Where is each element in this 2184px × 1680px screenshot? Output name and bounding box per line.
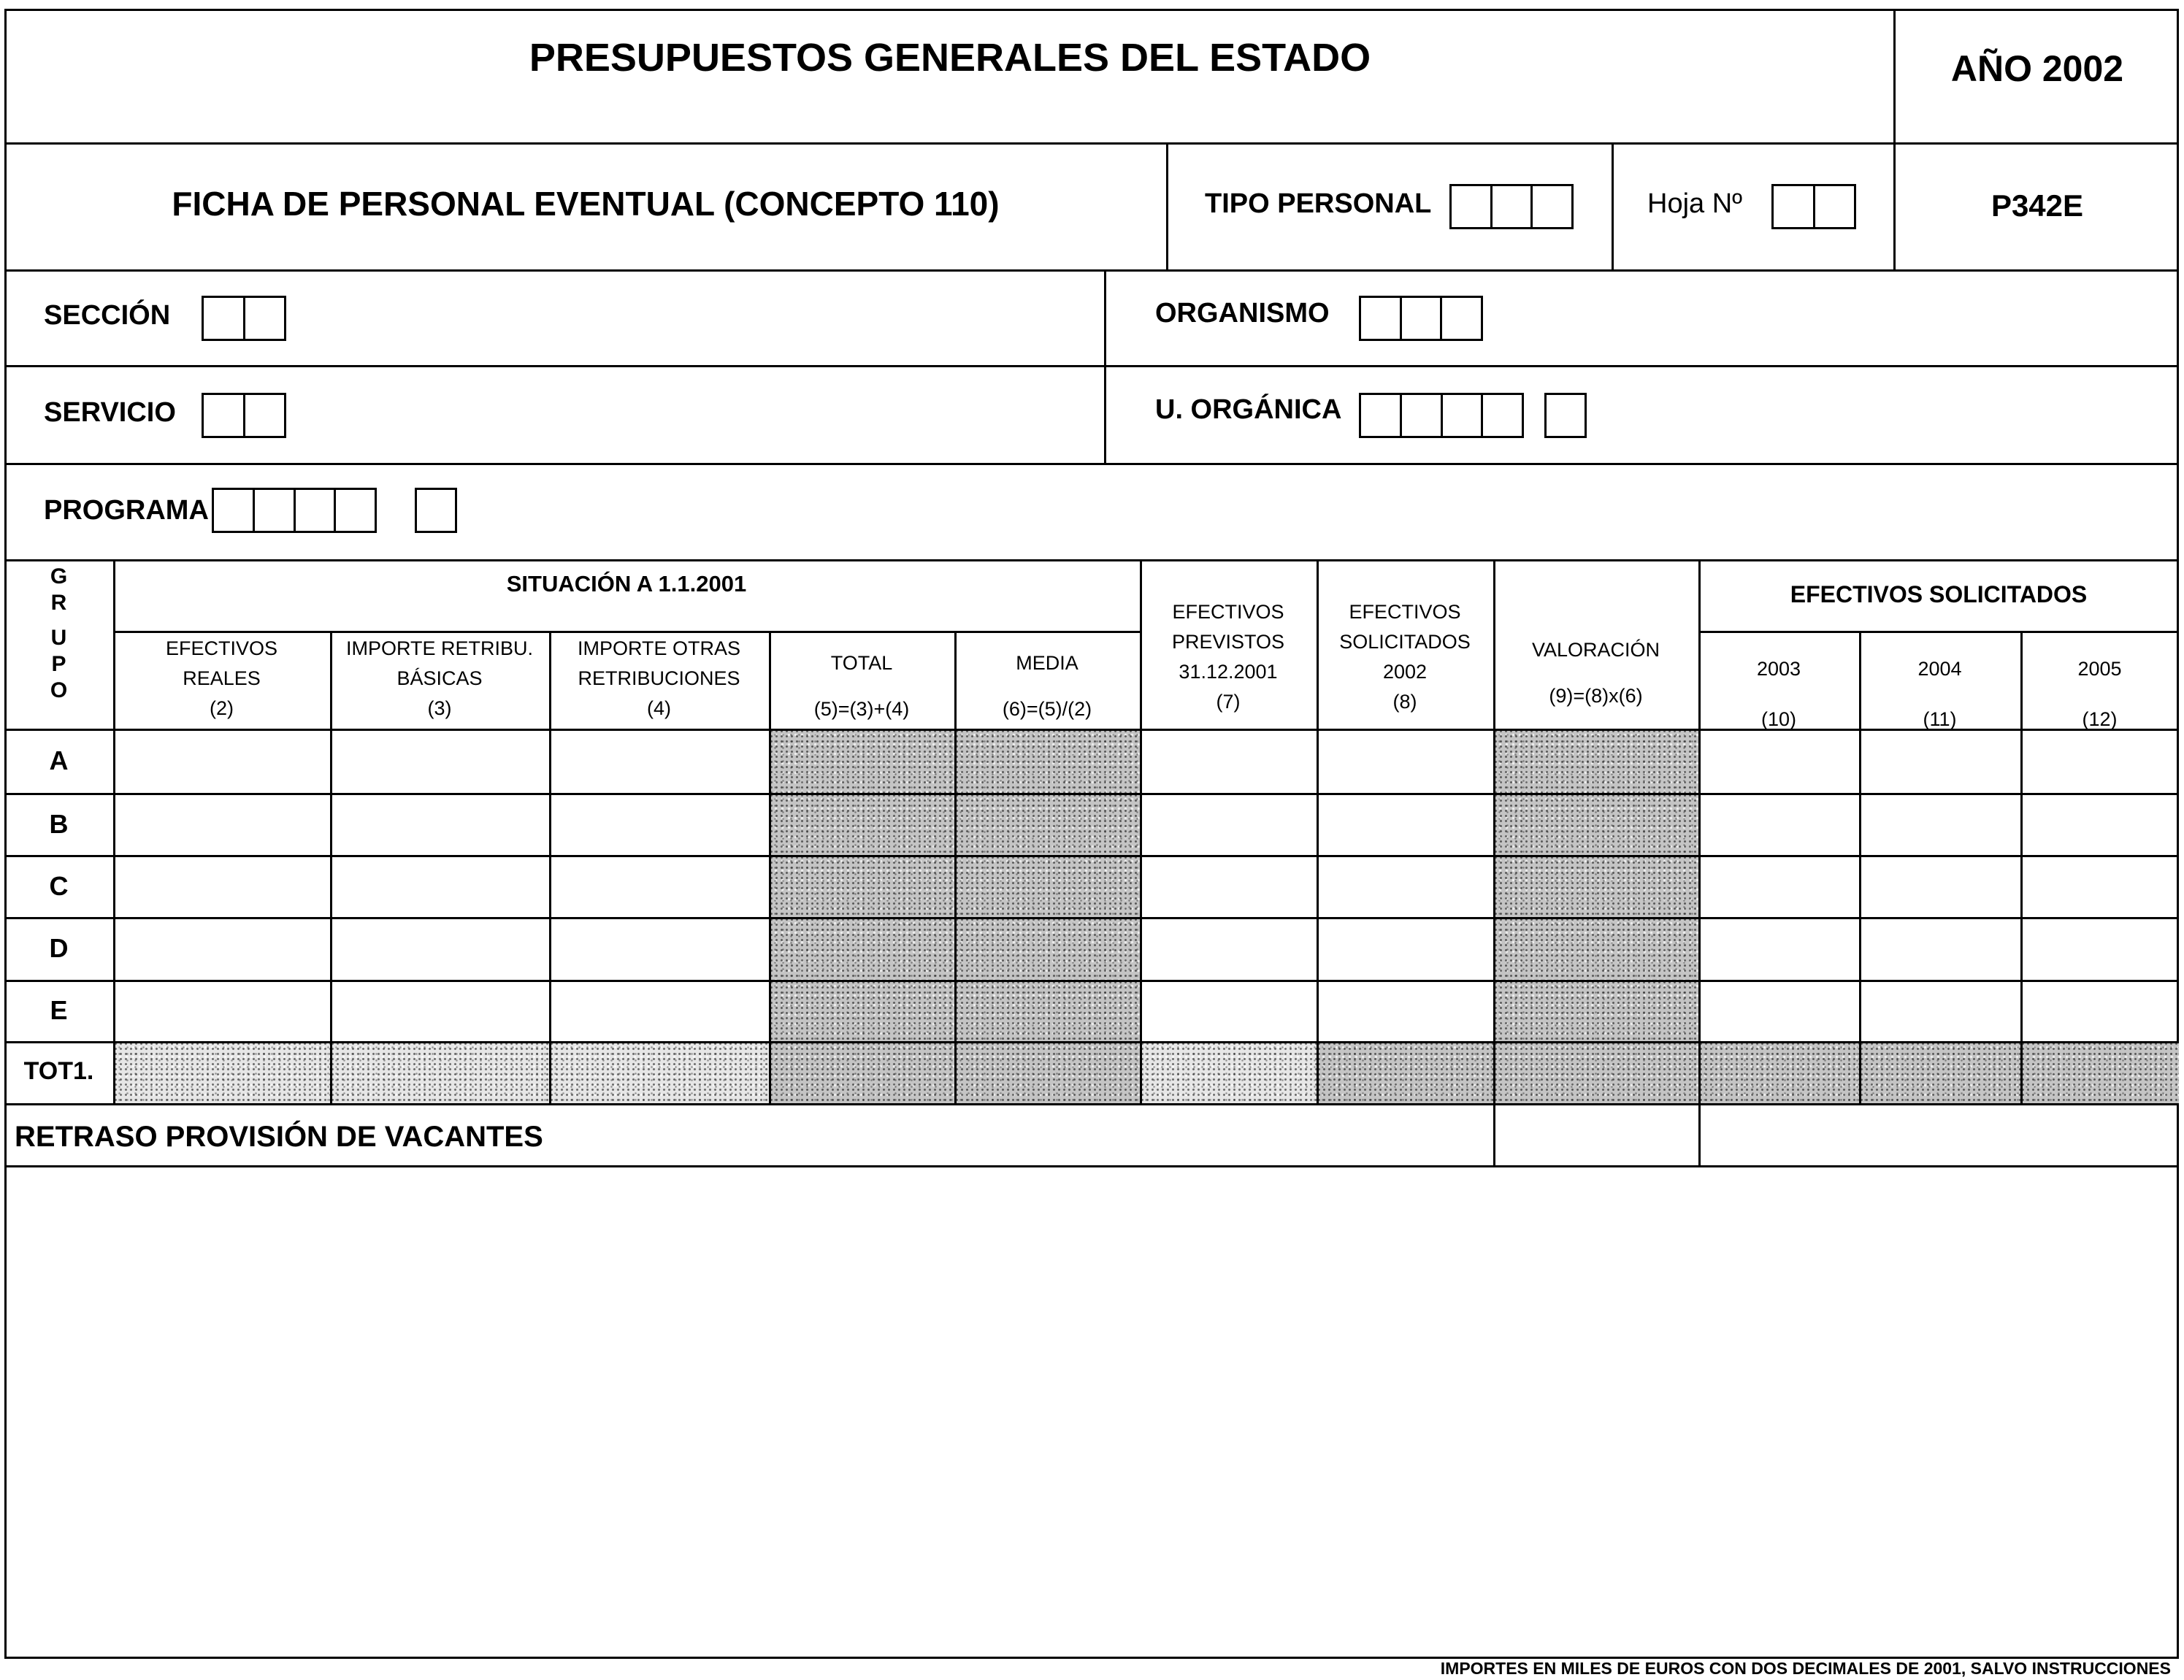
total-row-label: TOT1. [23, 1057, 94, 1085]
table-cell-input[interactable] [1142, 731, 1317, 793]
table-cell-input[interactable] [551, 795, 769, 855]
grupo-header [4, 564, 113, 704]
table-cell-input[interactable] [332, 919, 549, 980]
servicio-boxes[interactable] [202, 393, 286, 438]
table-cell-input[interactable] [2023, 982, 2179, 1041]
row-label: A [49, 745, 69, 775]
table-cell-input[interactable] [1142, 919, 1317, 980]
column-header [1140, 597, 1317, 717]
table-cell-input[interactable] [2023, 919, 2179, 980]
column-header [1859, 654, 2020, 734]
table-cell-input[interactable] [1701, 982, 1859, 1041]
column-header [549, 634, 769, 724]
divider [4, 559, 2179, 561]
column-header-line: 2002 [1382, 661, 1428, 683]
column-header-line: SOLICITADOS [1339, 631, 1471, 653]
programa-check-box[interactable] [415, 488, 457, 533]
table-cell-input[interactable] [551, 731, 769, 793]
hoja-label: Hoja Nº [1647, 188, 1743, 219]
table-cell-input[interactable] [1319, 919, 1493, 980]
column-header [2020, 654, 2179, 734]
shaded-cell [1493, 917, 1698, 980]
grupo-letter: O [50, 678, 68, 702]
table-cell-input[interactable] [2023, 795, 2179, 855]
retraso-label: RETRASO PROVISIÓN DE VACANTES [15, 1121, 543, 1153]
shaded-cell [769, 793, 954, 855]
column-header-line: (9)=(8)x(6) [1549, 685, 1643, 707]
grupo-letter: U [50, 626, 67, 650]
column-header-line: 2003 [1756, 658, 1801, 680]
table-cell-input[interactable] [1319, 982, 1493, 1041]
u-organica-check-box[interactable] [1544, 393, 1587, 438]
row-label: D [49, 933, 69, 963]
efectivos-solicitados-header: EFECTIVOS SOLICITADOS [1790, 581, 2088, 607]
form-main-title: PRESUPUESTOS GENERALES DEL ESTADO [529, 36, 1371, 80]
column-header [1698, 654, 1859, 734]
u-organica-label: U. ORGÁNICA [1155, 394, 1342, 425]
column-header-line: EFECTIVOS [165, 637, 278, 659]
column-header-line: RETRIBUCIONES [578, 667, 740, 689]
table-cell-input[interactable] [1701, 731, 1859, 793]
column-header-line: EFECTIVOS [1349, 601, 1461, 623]
shaded-cell [954, 917, 1140, 980]
u-organica-boxes[interactable] [1359, 393, 1524, 438]
column-header-line: 2004 [1917, 658, 1962, 680]
table-cell-input[interactable] [115, 795, 330, 855]
hoja-number-boxes[interactable] [1771, 184, 1856, 229]
table-cell-input[interactable] [1142, 795, 1317, 855]
shaded-cell [1493, 855, 1698, 917]
form-code: P342E [1990, 188, 2084, 223]
table-cell-input[interactable] [551, 982, 769, 1041]
form-subtitle: FICHA DE PERSONAL EVENTUAL (CONCEPTO 110) [172, 185, 1000, 223]
divider [113, 631, 1140, 633]
programa-boxes[interactable] [212, 488, 377, 533]
shaded-cell [769, 855, 954, 917]
seccion-label: SECCIÓN [44, 300, 171, 331]
divider [4, 142, 2179, 145]
shaded-total-cell [1140, 1041, 1317, 1103]
shaded-total-cell [330, 1041, 549, 1103]
table-cell-input[interactable] [1861, 857, 2020, 917]
column-header [1317, 597, 1493, 717]
shaded-cell [769, 980, 954, 1041]
column-header-line: (6)=(5)/(2) [1002, 698, 1092, 720]
column-header-line: VALORACIÓN [1531, 639, 1660, 661]
shaded-cell [954, 793, 1140, 855]
table-cell-input[interactable] [2023, 731, 2179, 793]
divider [4, 463, 2179, 465]
row-label: B [49, 808, 69, 839]
table-cell-input[interactable] [1142, 982, 1317, 1041]
shaded-cell [1493, 980, 1698, 1041]
shaded-total-cell [1317, 1041, 1493, 1103]
row-label: E [50, 995, 68, 1025]
organismo-boxes[interactable] [1359, 296, 1483, 341]
table-cell-input[interactable] [1861, 795, 2020, 855]
divider [4, 269, 2179, 272]
table-cell-input[interactable] [332, 982, 549, 1041]
retraso-solicitados-input[interactable] [1701, 1105, 2177, 1165]
column-header-line: (7) [1216, 691, 1241, 713]
column-header-line: (4) [647, 697, 671, 719]
column-header-line: (3) [427, 697, 452, 719]
column-header-line: (8) [1392, 691, 1417, 713]
column-header-line: MEDIA [1016, 652, 1078, 674]
table-cell-input[interactable] [2023, 857, 2179, 917]
shaded-total-cell [769, 1041, 954, 1103]
divider [1698, 631, 2179, 633]
column-header [954, 648, 1140, 724]
shaded-total-cell [954, 1041, 1140, 1103]
column-header-line: EFECTIVOS [1172, 601, 1284, 623]
column-header-line: REALES [183, 667, 261, 689]
divider [1166, 142, 1168, 272]
organismo-label: ORGANISMO [1155, 298, 1330, 329]
table-cell-input[interactable] [551, 857, 769, 917]
table-cell-input[interactable] [1319, 731, 1493, 793]
column-header [113, 634, 330, 724]
grupo-letter: R [50, 591, 67, 615]
table-cell-input[interactable] [1861, 731, 2020, 793]
row-label: C [49, 870, 69, 901]
shaded-cell [954, 855, 1140, 917]
table-cell-input[interactable] [1319, 857, 1493, 917]
table-cell-input[interactable] [332, 795, 549, 855]
column-header-line: IMPORTE RETRIBU. [345, 637, 534, 659]
column-header-line: (12) [2082, 708, 2118, 730]
table-cell-input[interactable] [115, 857, 330, 917]
shaded-cell [954, 980, 1140, 1041]
tipo-personal-label: TIPO PERSONAL [1205, 188, 1432, 219]
column-header [330, 634, 549, 724]
grupo-letter: P [51, 652, 66, 676]
shaded-cell [769, 729, 954, 793]
table-cell-input[interactable] [1701, 857, 1859, 917]
table-cell-input[interactable] [1701, 919, 1859, 980]
divider [1612, 142, 1614, 272]
column-header-line: (11) [1923, 708, 1957, 730]
shaded-total-cell [1859, 1041, 2020, 1103]
column-header [769, 648, 954, 724]
shaded-cell [769, 917, 954, 980]
divider [4, 365, 2179, 367]
year-label: AÑO 2002 [1950, 48, 2124, 89]
table-cell-input[interactable] [332, 857, 549, 917]
situacion-header: SITUACIÓN A 1.1.2001 [506, 571, 747, 597]
column-header-line: (10) [1760, 708, 1796, 730]
column-header-line: (2) [210, 697, 234, 719]
table-cell-input[interactable] [1319, 795, 1493, 855]
table-cell-input[interactable] [1861, 919, 2020, 980]
column-header-line: TOTAL [830, 652, 893, 674]
column-header-line: IMPORTE OTRAS [577, 637, 741, 659]
shaded-cell [1493, 729, 1698, 793]
divider [4, 1165, 2179, 1167]
column-header-line: 31.12.2001 [1179, 661, 1278, 683]
column-header-line: BÁSICAS [396, 667, 483, 689]
column-header-line: (5)=(3)+(4) [813, 698, 910, 720]
shaded-cell [1493, 793, 1698, 855]
footer-note: IMPORTES EN MILES DE EUROS CON DOS DECIMALES DE 2001, SALVO INSTRUCCIONES [1440, 1659, 2171, 1678]
shaded-total-cell [549, 1041, 769, 1103]
grupo-letter: G [50, 564, 68, 588]
column-header-line: 2005 [2077, 658, 2122, 680]
retraso-valoracion-input[interactable] [1495, 1105, 1698, 1165]
table-cell-input[interactable] [115, 919, 330, 980]
servicio-label: SERVICIO [44, 397, 176, 428]
seccion-boxes[interactable] [202, 296, 286, 341]
table-cell-input[interactable] [1861, 982, 2020, 1041]
shaded-total-cell [113, 1041, 330, 1103]
shaded-total-cell [2020, 1041, 2179, 1103]
table-cell-input[interactable] [1142, 857, 1317, 917]
programa-label: PROGRAMA [44, 495, 209, 526]
column-header-line: PREVISTOS [1171, 631, 1285, 653]
shaded-total-cell [1698, 1041, 1859, 1103]
tipo-personal-boxes[interactable] [1449, 184, 1574, 229]
column-header [1493, 635, 1698, 711]
table-cell-input[interactable] [551, 919, 769, 980]
table-cell-input[interactable] [332, 731, 549, 793]
shaded-cell [954, 729, 1140, 793]
table-cell-input[interactable] [115, 982, 330, 1041]
table-cell-input[interactable] [1701, 795, 1859, 855]
table-cell-input[interactable] [115, 731, 330, 793]
shaded-total-cell [1493, 1041, 1698, 1103]
